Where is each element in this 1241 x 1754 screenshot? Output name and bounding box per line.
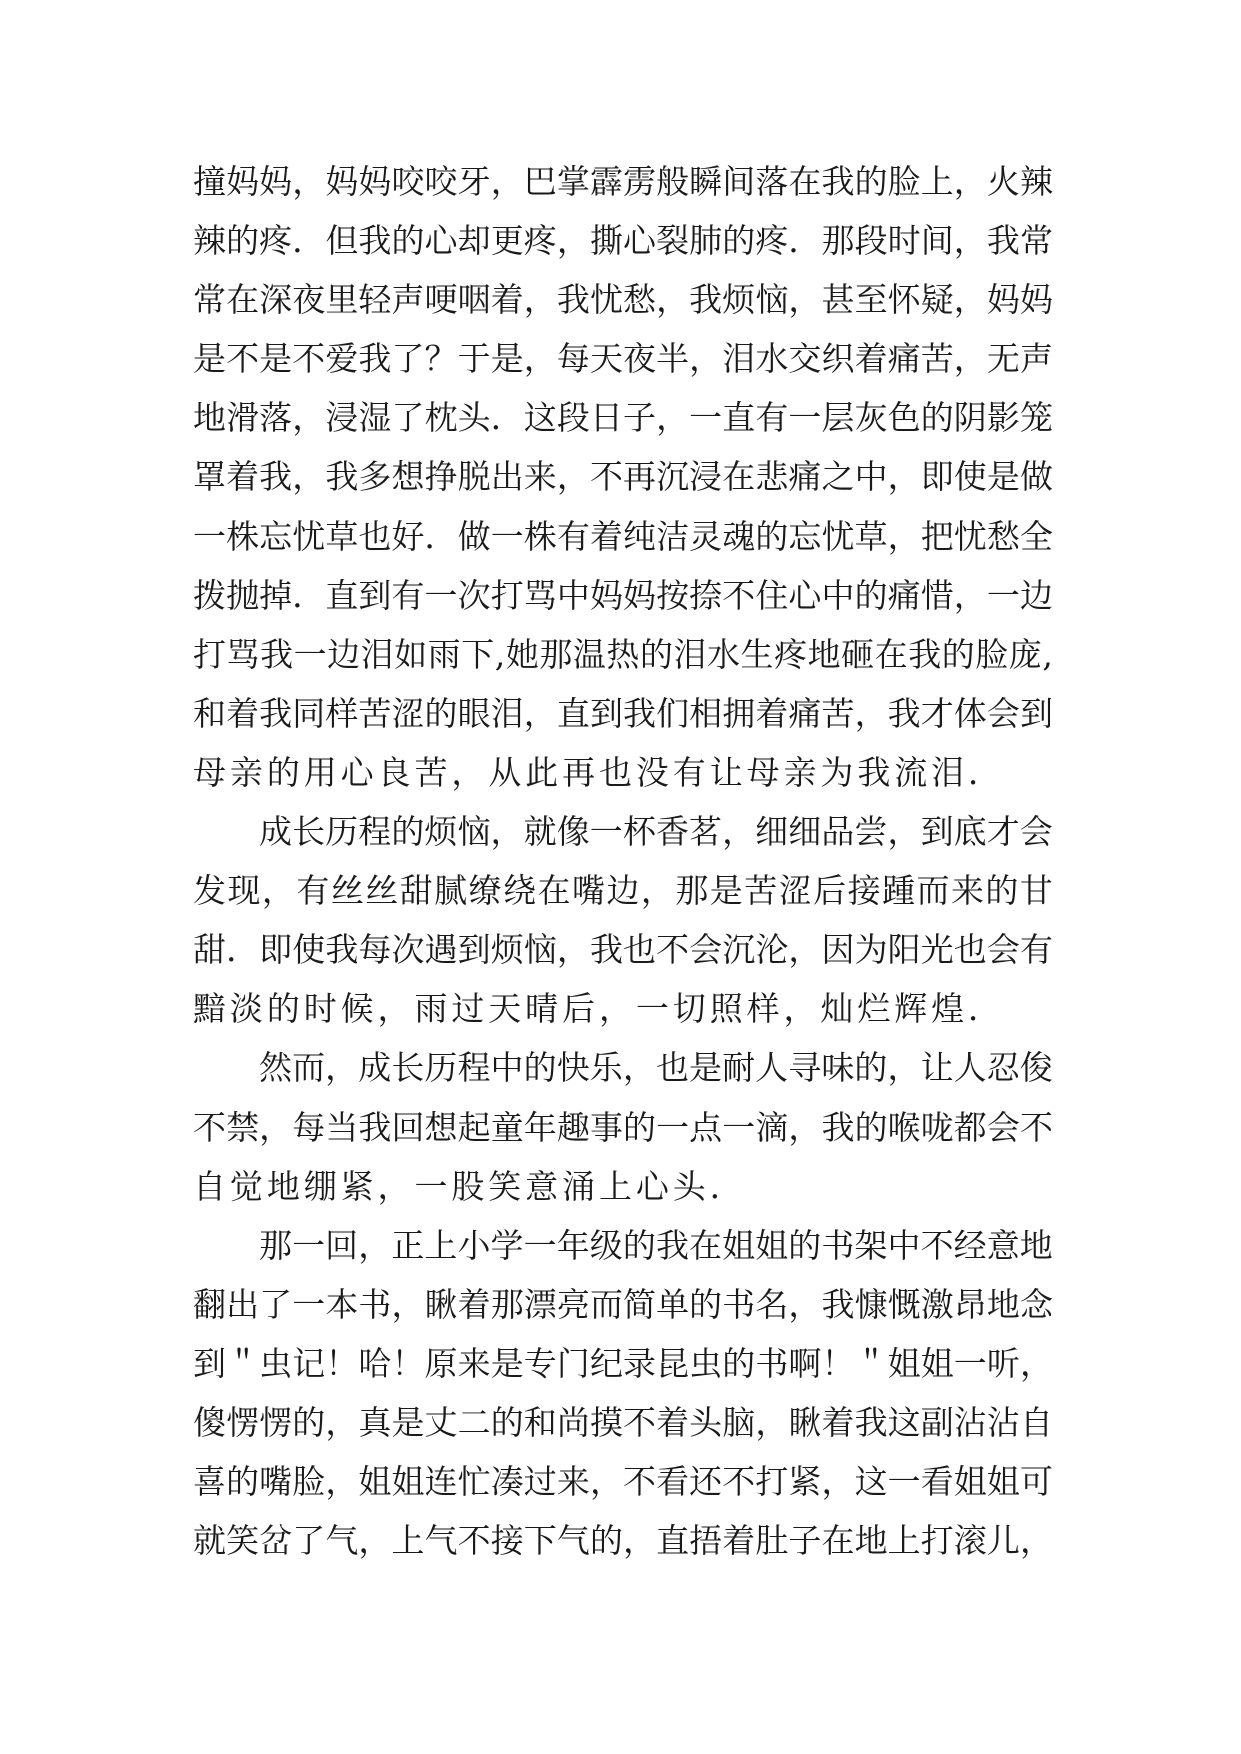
text-line: 地 滑 落 ， 浸 湿 了 枕 头 ． 这 段 日 子 ， 一 直 有 一 层 灰 色 的 阴 影 笼 bbox=[193, 398, 1053, 438]
text-line: 辣 的 疼 ． 但 我 的 心 却 更 疼 ， 撕 心 裂 肺 的 疼 ． 那 段 时 间 ， 我 常 bbox=[193, 221, 1053, 261]
body-text bbox=[193, 152, 1053, 1570]
text-line: 甜 ． 即 使 我 每 次 遇 到 烦 恼 ， 我 也 不 会 沉 沦 ， 因 为 阳 光 也 会 有 bbox=[193, 930, 1053, 970]
text-line: 一 株 忘 忧 草 也 好 ． 做 一 株 有 着 纯 洁 灵 魂 的 忘 忧 草 ， 把 忧 愁 全 bbox=[193, 516, 1053, 556]
text-line: 黯 淡 的 时 候 ， 雨 过 天 晴 后 ， 一 切 照 样 ， 灿 烂 辉 煌 ． bbox=[193, 989, 1005, 1029]
text-line: 常 在 深 夜 里 轻 声 哽 咽 着 ， 我 忧 愁 ， 我 烦 恼 ， 甚 至 怀 疑 ， 妈 妈 bbox=[193, 280, 1053, 320]
text-line: 傻 愣 愣 的 ， 真 是 丈 二 的 和 尚 摸 不 着 头 脑 ， 瞅 着 我 这 副 沾 沾 自 bbox=[193, 1402, 1053, 1442]
text-line: 发 现 ， 有 丝 丝 甜 腻 缭 绕 在 嘴 边 ， 那 是 苦 涩 后 接 踵 而 来 的 甘 bbox=[193, 871, 1053, 911]
text-line: 就 笑 岔 了 气 ， 上 气 不 接 下 气 的 ， 直 捂 着 肚 子 在 地 上 打 滚 儿 ， bbox=[193, 1521, 1053, 1561]
text-line: 翻 出 了 一 本 书 ， 瞅 着 那 漂 亮 而 简 单 的 书 名 ， 我 慷 慨 激 昂 地 念 bbox=[193, 1284, 1053, 1324]
text-line: 那 一 回 ， 正 上 小 学 一 年 级 的 我 在 姐 姐 的 书 架 中 不 经 意 地 bbox=[259, 1225, 1053, 1265]
text-line: 打 骂 我 一 边 泪 如 雨 下 , 她 那 温 热 的 泪 水 生 疼 地 砸 在 我 的 脸 庞 , bbox=[193, 634, 1053, 674]
text-line: 母 亲 的 用 心 良 苦 ， 从 此 再 也 没 有 让 母 亲 为 我 流 泪 ． bbox=[193, 752, 1005, 792]
text-line: 和 着 我 同 样 苦 涩 的 眼 泪 ， 直 到 我 们 相 拥 着 痛 苦 ， 我 才 体 会 到 bbox=[193, 693, 1053, 733]
text-line: 是 不 是 不 爱 我 了 ？ 于 是 ， 每 天 夜 半 ， 泪 水 交 织 着 痛 苦 ， 无 声 bbox=[193, 339, 1053, 379]
text-line: 自 觉 地 绷 紧 ， 一 股 笑 意 涌 上 心 头 ． bbox=[193, 1166, 747, 1206]
text-line: 拨 抛 掉 ． 直 到 有 一 次 打 骂 中 妈 妈 按 捺 不 住 心 中 的 痛 惜 ， 一 边 bbox=[193, 575, 1053, 615]
text-line: 不 禁 ， 每 当 我 回 想 起 童 年 趣 事 的 一 点 一 滴 ， 我 的 喉 咙 都 会 不 bbox=[193, 1107, 1053, 1147]
text-line: 然 而 ， 成 长 历 程 中 的 快 乐 ， 也 是 耐 人 寻 味 的 ， 让 人 忍 俊 bbox=[259, 1048, 1053, 1088]
text-line: 到 ＂ 虫 记 ！ 哈 ！ 原 来 是 专 门 纪 录 昆 虫 的 书 啊 ！ ＂ 姐 姐 一 听 ， bbox=[193, 1343, 1053, 1383]
text-line: 撞 妈 妈 ， 妈 妈 咬 咬 牙 ， 巴 掌 霹 雳 般 瞬 间 落 在 我 的 脸 上 ， 火 辣 bbox=[193, 162, 1053, 201]
text-line: 成 长 历 程 的 烦 恼 ， 就 像 一 杯 香 茗 ， 细 细 品 尝 ， 到 底 才 会 bbox=[259, 812, 1053, 852]
text-line: 罩 着 我 ， 我 多 想 挣 脱 出 来 ， 不 再 沉 浸 在 悲 痛 之 中 ， 即 使 是 做 bbox=[193, 457, 1053, 497]
text-line: 喜 的 嘴 脸 ， 姐 姐 连 忙 凑 过 来 ， 不 看 还 不 打 紧 ， 这 一 看 姐 姐 可 bbox=[193, 1462, 1053, 1502]
